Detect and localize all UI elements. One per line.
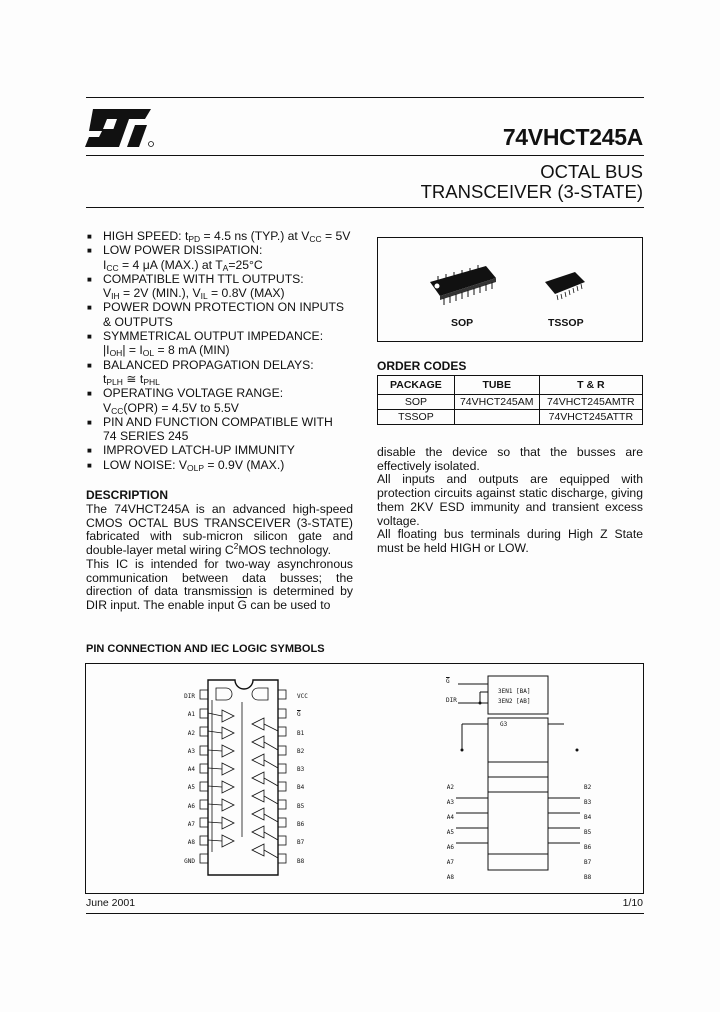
pin-connection-heading: PIN CONNECTION AND IEC LOGIC SYMBOLS <box>86 643 325 655</box>
bullet-icon: ■ <box>87 303 92 313</box>
subtitle-line-1: OCTAL BUS <box>540 161 643 182</box>
table-cell: 74VHCT245ATTR <box>539 410 642 425</box>
header-mid-rule <box>86 155 644 156</box>
bullet-icon: ■ <box>87 417 92 427</box>
part-number-title: 74VHCT245A <box>502 124 643 150</box>
bullet-icon: ■ <box>87 446 92 456</box>
feature-item: ■ COMPATIBLE WITH TTL OUTPUTS: $V_{IH} = 2V$ (MIN.), $V_{IL} = 0.8V$ (MAX) <box>87 271 304 302</box>
dip-left-pin-labels: DIR A1 A2 A3 A4 A5 A6 A7 A8 GND <box>184 693 195 865</box>
footer-date: June 2001 <box>86 897 136 909</box>
tssop-package-icon <box>543 268 593 303</box>
header-top-rule <box>86 97 644 98</box>
feature-item: ■ POWER DOWN PROTECTION ON INPUTS & OUTPUTS <box>87 300 345 329</box>
order-codes-heading: ORDER CODES <box>377 359 467 373</box>
table-header-row <box>378 376 643 395</box>
feature-item: ■ BALANCED PROPAGATION DELAYS: $t_{PLH}$ ≅ $t_{PHL}$ <box>87 357 314 387</box>
bullet-icon: ■ <box>87 246 92 256</box>
bullet-icon: ■ <box>87 389 92 399</box>
table-row <box>378 395 643 410</box>
description-heading: DESCRIPTION <box>86 488 169 502</box>
order-codes-table <box>377 375 643 425</box>
footer-page-number: 1/10 <box>622 897 643 909</box>
feature-item: ■ IMPROVED LATCH-UP IMMUNITY <box>87 443 295 458</box>
bullet-icon: ■ <box>87 460 92 470</box>
iec-input-g: $\overline{G}$ <box>446 678 450 685</box>
bullet-icon: ■ <box>87 232 92 241</box>
iec-label-3en2: 3EN2 [AB] <box>498 698 531 705</box>
dip-right-pin-labels: VCC $\overline{G}$ B1 B2 B3 B4 B5 B6 B7 B8 <box>297 693 308 865</box>
part-subtitle <box>421 162 643 202</box>
footer-rule <box>86 913 644 914</box>
iec-input-dir: DIR <box>446 697 457 704</box>
table-cell: 74VHCT245AMTR <box>539 395 642 410</box>
iec-b-pin-labels: B2 B3 B4 B5 B6 B7 B8 <box>584 784 592 881</box>
sop-label: SOP <box>451 317 474 329</box>
table-cell <box>454 410 539 425</box>
description-text: The 74VHCT245A is an advanced high-speed CMOS OCTAL BUS TRANSCEIVER (3-STATE) fabricated with sub-micron silicon gate and double-layer metal wiring $C^2MOS$ technology. This IC is intended for two-way asynchronous communication between data busses; the direction of data transmission is determined by DIR input. The enable input $\overline{G}$ can be used to <box>86 502 353 612</box>
iec-label-3en1: 3EN1 [BA] <box>498 688 531 695</box>
table-row <box>378 410 643 425</box>
bullet-icon: ■ <box>87 274 92 284</box>
feature-list <box>84 229 369 472</box>
column-header: T & R <box>539 376 642 395</box>
table-cell: TSSOP <box>378 410 455 425</box>
subtitle-line-2: TRANSCEIVER (3-STATE) <box>420 181 643 202</box>
table-cell: SOP <box>378 395 455 410</box>
feature-item: ■ HIGH SPEED: $t_{PD} = 4.5$ ns (TYP.) at $V_{CC} = 5V$ <box>87 229 351 244</box>
st-logo-icon <box>85 107 155 149</box>
tssop-label: TSSOP <box>548 317 584 329</box>
feature-item: ■ PIN AND FUNCTION COMPATIBLE WITH 74 SERIES 245 <box>87 414 333 444</box>
bullet-icon: ■ <box>87 360 92 370</box>
sop-package-icon <box>428 260 503 310</box>
iec-label-g3: G3 <box>500 721 508 728</box>
description-continued: disable the device so that the busses are effectively isolated. All inputs and outputs are equipped with protection circuits against static discharge, giving them 2KV ESD immunity and transient excess voltage. All floating bus terminals during High Z State must be held HIGH or LOW. <box>377 445 643 555</box>
column-header: TUBE <box>454 376 539 395</box>
feature-item: ■ OPERATING VOLTAGE RANGE: $V_{CC}(OPR) = 4.5V$ to 5.5V <box>87 386 284 416</box>
feature-item: ■ LOW POWER DISSIPATION: $I_{CC} = 4$ μA (MAX.) at $T_A=25^\circ C$ <box>87 243 263 273</box>
column-header: PACKAGE <box>378 376 455 395</box>
bullet-icon: ■ <box>87 332 92 342</box>
table-cell: 74VHCT245AM <box>454 395 539 410</box>
feature-item: ■ SYMMETRICAL OUTPUT IMPEDANCE: $|I_{OH}| = I_{OL} = 8$ mA (MIN) <box>87 329 324 359</box>
feature-item: ■ LOW NOISE: $V_{OLP} = 0.9V$ (MAX.) <box>87 457 285 473</box>
header-bottom-rule <box>86 207 644 208</box>
package-images-box <box>377 237 643 342</box>
iec-a-pin-labels: A2 A3 A4 A5 A6 A7 A8 <box>446 784 454 881</box>
